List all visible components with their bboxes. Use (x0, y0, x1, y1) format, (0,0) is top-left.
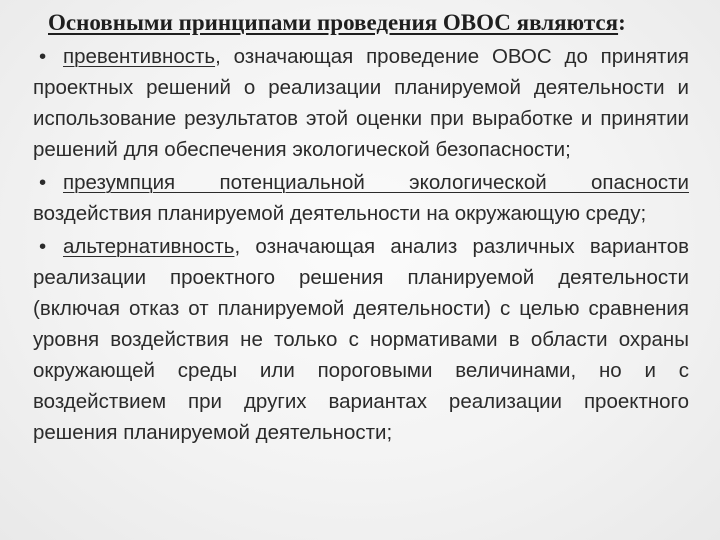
slide-title-text: Основными принципами проведения ОВОС являются (48, 10, 619, 35)
item-text: , означающая анализ различных вариантов реализации проектного решения планируемой деятельности (включая отказ от планируемой деятельности) с целью сравнения уровня воздействия не только с нормативами в области охраны окружающей среды или пороговыми величинами, но и с воздействием при других вариантах реализации проектного решения планируемой деятельности; (33, 235, 689, 444)
term-presumption: презумпция потенциальной экологической опасности (63, 171, 689, 194)
item-text: , означающая проведение ОВОС до принятия проектных решений о реализации планируемой деятельности и использование результатов этой оценки при выработке и принятии решений для обеспечения экологической безопасности; (33, 45, 689, 161)
list-item-alternativeness (33, 231, 689, 448)
list-item-presumption (33, 167, 689, 229)
bullet-icon: • (39, 45, 47, 68)
bullet-icon: • (39, 235, 47, 258)
item-text: воздействия планируемой деятельности на окружающую среду; (33, 202, 647, 225)
term-preventiveness: превентивность (63, 45, 216, 68)
principles-list (33, 41, 689, 448)
term-alternativeness: альтернативность (63, 235, 235, 258)
list-item-preventiveness (33, 41, 689, 165)
slide-title-colon: : (618, 10, 626, 35)
slide-title (48, 8, 626, 38)
bullet-icon: • (39, 171, 47, 194)
